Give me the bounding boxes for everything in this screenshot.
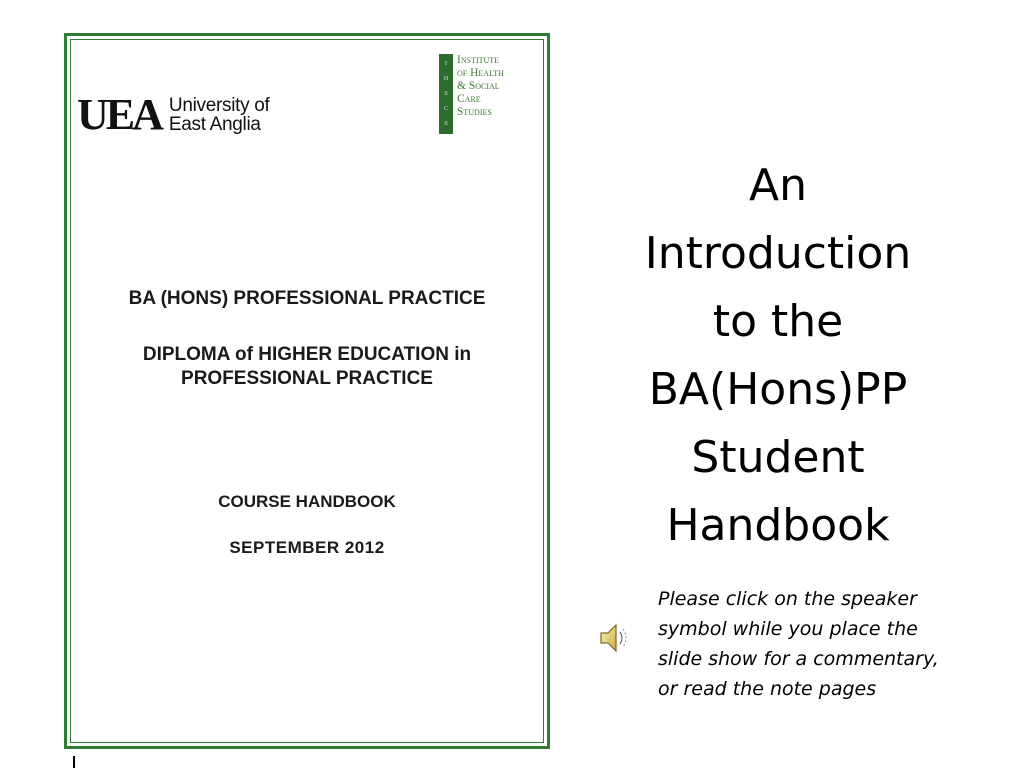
slide-title-line: Introduction — [644, 228, 912, 279]
note-line: symbol while you place the — [658, 618, 918, 640]
ihscs-bar-letter: S — [444, 121, 448, 128]
ihscs-bar-letter: I — [445, 60, 447, 67]
ihscs-line: Studies — [457, 106, 492, 118]
slide-title-line: An — [749, 160, 807, 211]
speaker-icon[interactable] — [598, 620, 634, 656]
slide-title-line: to the — [712, 296, 844, 347]
slide-title-line: Handbook — [666, 500, 890, 551]
uea-name-line2: East Anglia — [168, 114, 261, 135]
cover-date: SEPTEMBER 2012 — [229, 538, 385, 557]
uea-logo-name — [169, 96, 270, 134]
cover-course-title: BA (HONS) PROFESSIONAL PRACTICE — [128, 288, 486, 309]
uea-logo-mark: UEA — [77, 90, 161, 139]
ihscs-bar-letter: C — [443, 106, 448, 113]
cover-diploma-line1: DIPLOMA of HIGHER EDUCATION in — [142, 344, 472, 365]
slide-title — [620, 152, 936, 560]
cover-diploma-title — [67, 343, 547, 391]
handbook-cover-image — [64, 33, 550, 749]
cover-diploma-line2: PROFESSIONAL PRACTICE — [181, 368, 433, 389]
slide-title-line: Student — [691, 432, 865, 483]
note-line: Please click on the speaker — [658, 588, 917, 610]
ihscs-logo-bar — [439, 54, 453, 134]
ihscs-bar-letter: S — [444, 90, 448, 97]
ihscs-line: of Health — [457, 67, 504, 79]
cover-edge-mark — [73, 756, 75, 768]
ihscs-line: & Social — [457, 80, 500, 92]
ihscs-logo-text — [457, 54, 504, 119]
ihscs-bar-letter: H — [443, 75, 449, 82]
ihscs-line: Care — [457, 93, 481, 105]
ihscs-logo — [439, 54, 504, 134]
note-line: or read the note pages — [658, 678, 877, 700]
uea-name-line1: University of — [168, 95, 270, 116]
commentary-note — [658, 584, 978, 704]
ihscs-line: Institute — [457, 54, 500, 66]
note-line: slide show for a commentary, — [658, 648, 939, 670]
cover-handbook-label: COURSE HANDBOOK — [218, 492, 396, 511]
slide-title-line: BA(Hons)PP — [648, 364, 908, 415]
uea-logo — [77, 90, 270, 139]
